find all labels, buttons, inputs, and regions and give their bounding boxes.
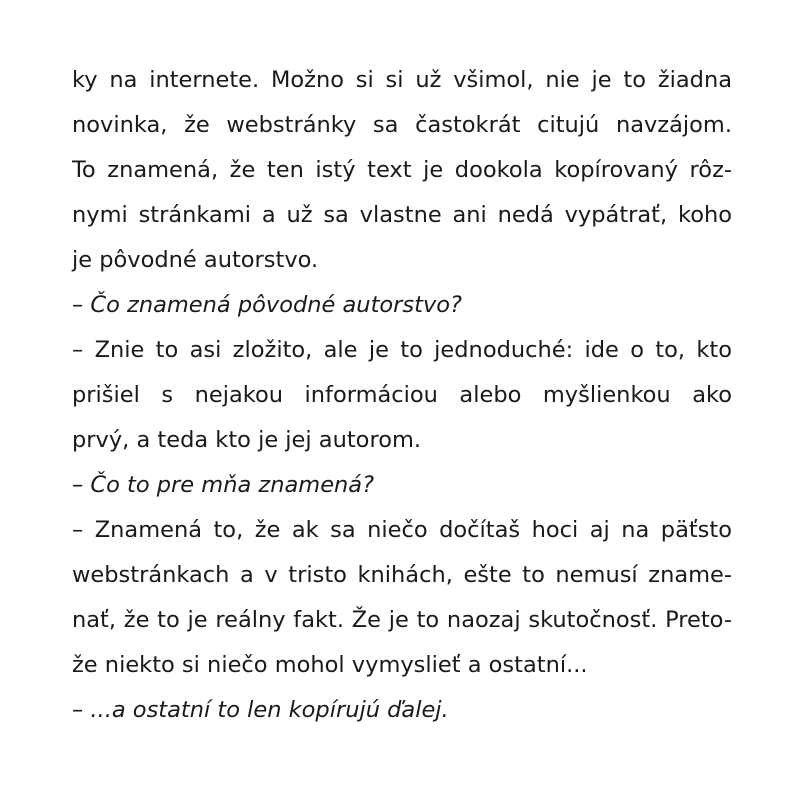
dialogue-question: – Čo znamená pôvodné autorstvo? <box>72 292 462 318</box>
text-line: nať, že to je reálny fakt. Že je to naozaj skutočnosť. Preto- <box>72 607 732 633</box>
text-line: je pôvodné autorstvo. <box>72 247 319 273</box>
text-line: webstránkach a v tristo knihách, ešte to nemusí zname- <box>72 562 732 588</box>
dialogue-question: – Čo to pre mňa znamená? <box>72 472 375 498</box>
text-line: To znamená, že ten istý text je dookola kopírovaný rôz- <box>72 157 732 183</box>
text-line: – Znie to asi zložito, ale je to jednoduché: ide o to, kto <box>72 337 732 363</box>
text-line: ky na internete. Možno si si už všimol, nie je to žiadna <box>72 67 732 93</box>
text-line: prišiel s nejakou informáciou alebo myšlienkou ako <box>72 382 732 408</box>
text-line: nymi stránkami a už sa vlastne ani nedá vypátrať, koho <box>72 202 732 228</box>
text-line: – Znamená to, že ak sa niečo dočítaš hoci aj na päťsto <box>72 517 732 543</box>
dialogue-reply: – ...a ostatní to len kopírujú ďalej. <box>72 697 449 723</box>
body-text <box>72 58 732 733</box>
text-line: prvý, a teda kto je jej autorom. <box>72 427 422 453</box>
text-line: novinka, že webstránky sa častokrát citujú navzájom. <box>72 112 732 138</box>
text-line: že niekto si niečo mohol vymyslieť a ostatní... <box>72 652 588 678</box>
